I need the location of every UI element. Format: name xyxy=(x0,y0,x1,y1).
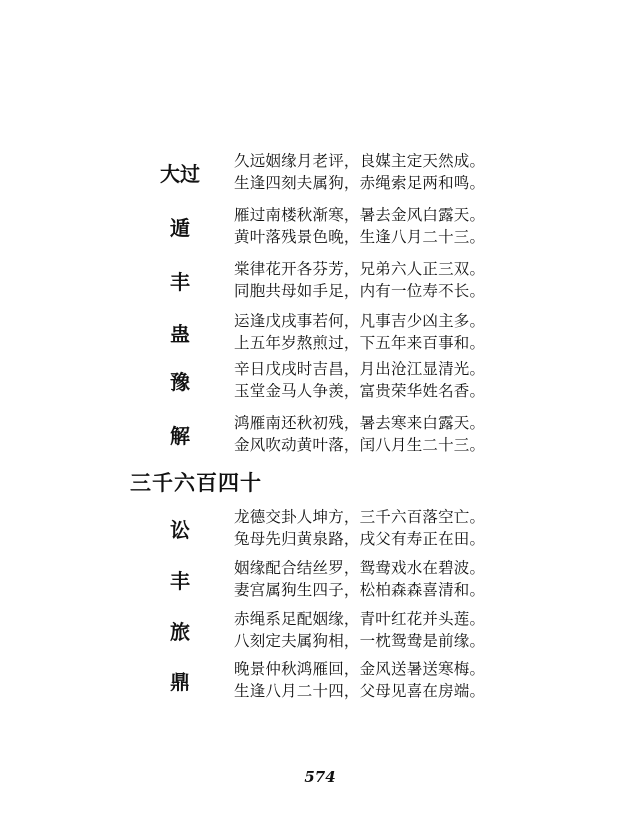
verse-line: 龙德交卦人坤方，三千六百落空亡。 xyxy=(234,508,486,526)
verse xyxy=(234,412,634,456)
hexagram-label: 丰 xyxy=(170,270,190,294)
hexagram-label: 蛊 xyxy=(170,322,190,346)
verse xyxy=(234,358,634,402)
page-number: 574 xyxy=(304,768,336,786)
hexagram-label: 大过 xyxy=(160,162,200,186)
verse-line: 黄叶落残景色晚，生逢八月二十三。 xyxy=(234,228,486,246)
verse-line: 生逢八月二十四，父母见喜在房端。 xyxy=(234,682,486,700)
section-heading: 三千六百四十 xyxy=(130,470,262,495)
verse-line: 辛日戊戌时吉昌，月出沧江显清光。 xyxy=(234,360,486,378)
verse-line: 兔母先归黄泉路，戌父有寿正在田。 xyxy=(234,530,486,548)
entry-feng xyxy=(0,258,640,318)
hexagram-label: 鼎 xyxy=(170,670,190,694)
entry-ding xyxy=(0,658,640,718)
verse-line: 玉堂金马人争羡，富贵荣华姓名香。 xyxy=(234,382,486,400)
verse xyxy=(234,608,634,652)
verse-line: 久远姻缘月老评，良媒主定天然成。 xyxy=(234,152,486,170)
hexagram-label: 讼 xyxy=(170,518,190,542)
verse xyxy=(234,557,634,601)
verse-line: 鸿雁南还秋初残，暑去寒来白露天。 xyxy=(234,414,486,432)
verse xyxy=(234,310,634,354)
verse-line: 金风吹动黄叶落，闰八月生二十三。 xyxy=(234,436,486,454)
verse xyxy=(234,204,634,248)
verse xyxy=(234,258,634,302)
hexagram-label: 豫 xyxy=(170,370,190,394)
verse-line: 上五年岁熬煎过，下五年来百事和。 xyxy=(234,334,486,352)
verse-line: 生逢四刻夫属狗，赤绳索足两和鸣。 xyxy=(234,174,486,192)
hexagram-label: 遁 xyxy=(170,216,190,240)
entry-yu xyxy=(0,358,640,418)
entry-jie xyxy=(0,412,640,472)
verse xyxy=(234,506,634,550)
hexagram-label: 丰 xyxy=(170,569,190,593)
verse-line: 棠律花开各芬芳，兄弟六人正三双。 xyxy=(234,260,486,278)
hexagram-label: 解 xyxy=(170,424,190,448)
verse-line: 妻宫属狗生四子，松柏森森喜清和。 xyxy=(234,581,486,599)
entry-dun xyxy=(0,204,640,264)
verse-line: 姻缘配合结丝罗，鸳鸯戏水在碧波。 xyxy=(234,559,486,577)
verse-line: 雁过南楼秋渐寒，暑去金风白露天。 xyxy=(234,206,486,224)
verse-line: 运逢戊戌事若何，凡事吉少凶主多。 xyxy=(234,312,486,330)
verse xyxy=(234,150,634,194)
verse-line: 八刻定夫属狗相，一枕鸳鸯是前缘。 xyxy=(234,632,486,650)
hexagram-label: 旅 xyxy=(170,620,190,644)
verse-line: 赤绳系足配姻缘，青叶红花并头莲。 xyxy=(234,610,486,628)
verse xyxy=(234,658,634,702)
verse-line: 晚景仲秋鸿雁回，金风送暑送寒梅。 xyxy=(234,660,486,678)
verse-line: 同胞共母如手足，内有一位寿不长。 xyxy=(234,282,486,300)
entry-daguo xyxy=(0,150,640,210)
